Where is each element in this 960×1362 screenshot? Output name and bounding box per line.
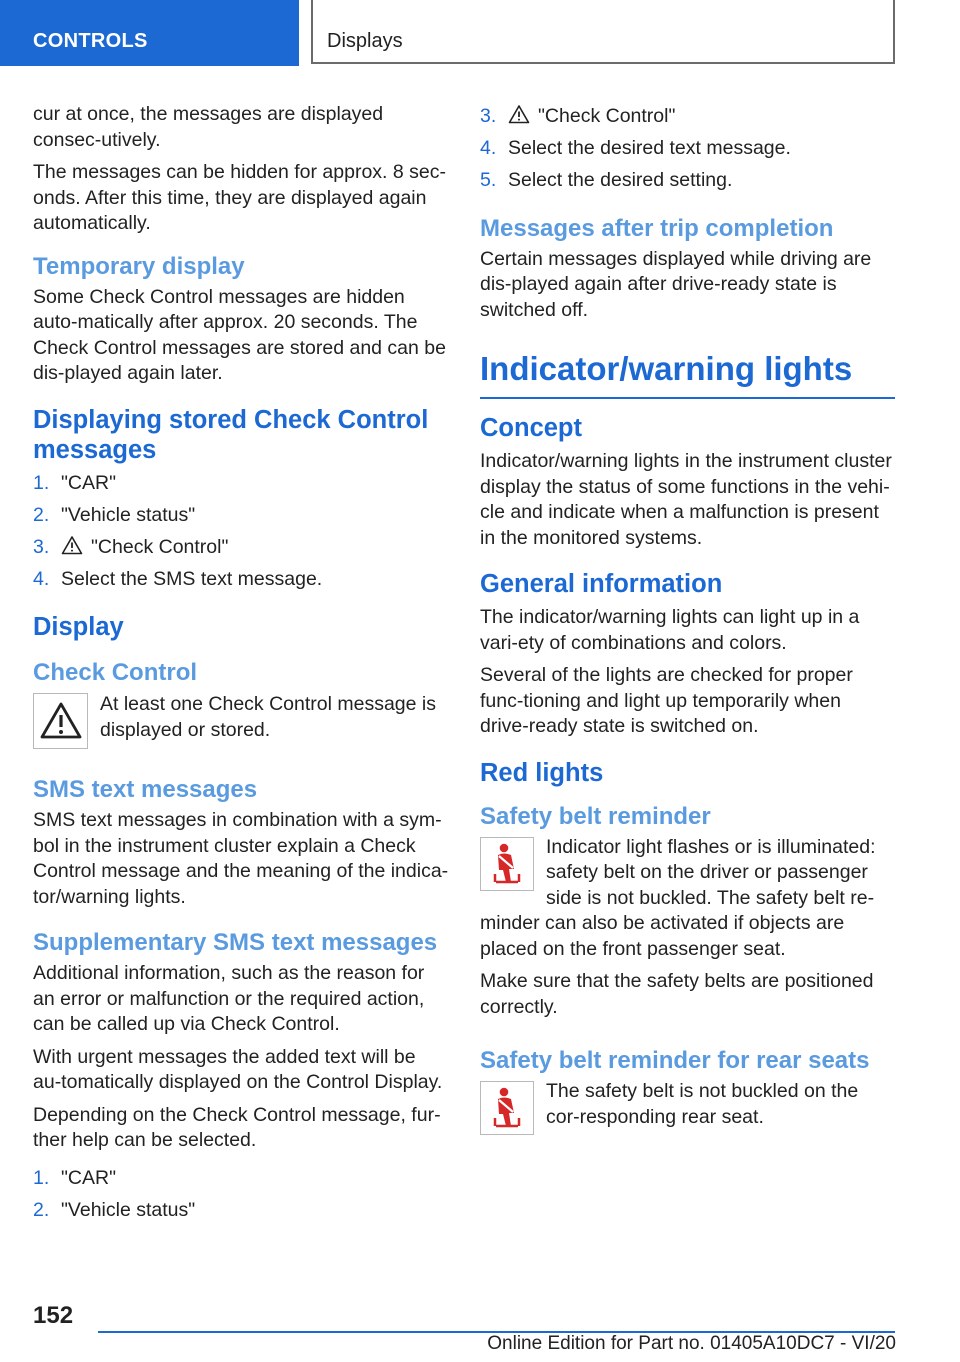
heading-messages-after-trip: Messages after trip completion: [480, 214, 834, 242]
paragraph: The messages can be hidden for approx. 8 sec-onds. After this time, they are displayed again automatically.: [33, 161, 446, 234]
warning-triangle-icon: [508, 104, 530, 124]
list-item: [480, 168, 895, 194]
left-column: [33, 102, 449, 1231]
heading-safety-belt-rear: Safety belt reminder for rear seats: [480, 1047, 870, 1074]
heading-concept: Concept: [480, 414, 582, 442]
supp-steps-list: [33, 1166, 449, 1224]
paragraph: cur at once, the messages are displayed consec-utively.: [33, 103, 384, 151]
list-item: [33, 471, 449, 497]
paragraph: Indicator light flashes or is illuminated: safety belt on the driver or passenger side is not buckled. The safety belt re-minder can also be activated if objects are placed on the front passenger seat.: [480, 835, 876, 960]
heading-display: Display: [33, 613, 124, 641]
step-text: "CAR": [61, 1166, 117, 1189]
warning-triangle-icon: [61, 535, 83, 555]
paragraph: Additional information, such as the reason for an error or malfunction or the required action, can be called up via Check Control.: [33, 962, 425, 1035]
steps-continued-list: [480, 104, 895, 194]
step-number: 3.: [480, 105, 497, 127]
heading-safety-belt-reminder: Safety belt reminder: [480, 802, 711, 830]
paragraph: At least one Check Control message is displayed or stored.: [100, 693, 436, 741]
paragraph: With urgent messages the added text will be au-tomatically displayed on the Control Display.: [33, 1045, 443, 1093]
warning-triangle-icon: [39, 701, 83, 741]
check-control-figure-row: [33, 691, 449, 753]
list-item: [33, 535, 449, 561]
edition-text: Online Edition for Part no. 01405A10DC7 - VI/20: [487, 1333, 896, 1354]
heading-sms-text-messages: SMS text messages: [33, 776, 258, 803]
step-text: "Check Control": [91, 535, 229, 558]
paragraph: Indicator/warning lights in the instrument cluster display the status of some functions in the vehi-cle and indicate when a malfunction is present in the monitored systems.: [480, 450, 892, 549]
page-number: 152: [33, 1302, 74, 1329]
seatbelt-icon: [487, 1086, 527, 1130]
stored-steps-list: [33, 471, 449, 593]
step-number: 4.: [33, 567, 50, 590]
paragraph: Make sure that the safety belts are positioned correctly.: [480, 970, 874, 1018]
chapter-title: Displays: [311, 0, 895, 64]
heading-check-control: Check Control: [33, 659, 198, 686]
step-number: 5.: [480, 169, 497, 191]
paragraph: Some Check Control messages are hidden auto-matically after approx. 20 seconds. The Check Control messages are stored and can be dis-played again later.: [33, 285, 446, 384]
step-text: "Vehicle status": [61, 503, 196, 526]
step-number: 2.: [33, 503, 50, 526]
step-number: 1.: [33, 471, 50, 494]
safety-belt-symbol: [480, 837, 534, 891]
heading-indicator-warning-lights: Indicator/warning lights: [480, 349, 895, 399]
seatbelt-icon: [487, 842, 527, 886]
rear-safety-belt-symbol: [480, 1081, 534, 1135]
paragraph: SMS text messages in combination with a sym-bol in the instrument cluster explain a Check Control message and the meaning of the indica-tor/warning lights.: [33, 809, 449, 908]
step-number: 1.: [33, 1166, 50, 1189]
step-text: Select the desired setting.: [508, 169, 733, 191]
step-text: Select the SMS text message.: [61, 567, 323, 590]
step-text: "Vehicle status": [61, 1198, 196, 1221]
heading-red-lights: Red lights: [480, 758, 604, 787]
heading-general-information: General information: [480, 570, 723, 598]
heading-displaying-stored: Displaying stored Check Control messages: [33, 405, 429, 464]
step-text: "CAR": [61, 471, 117, 494]
check-control-symbol: [33, 693, 88, 749]
step-number: 3.: [33, 535, 50, 558]
list-item: [480, 104, 895, 130]
step-number: 4.: [480, 137, 497, 159]
paragraph: Several of the lights are checked for proper func-tioning and light up temporarily when drive-ready state is switched on.: [480, 664, 853, 737]
paragraph: Certain messages displayed while driving are dis-played again after drive-ready state is switched off.: [480, 247, 872, 321]
step-text: "Check Control": [538, 105, 676, 127]
section-tab: CONTROLS: [0, 0, 299, 66]
safety-belt-figure-row: [480, 835, 895, 963]
list-item: [33, 503, 449, 529]
rear-belt-figure-row: [480, 1079, 895, 1139]
heading-supplementary-sms: Supplementary SMS text messages: [33, 929, 438, 956]
list-item: [33, 567, 449, 593]
step-number: 2.: [33, 1198, 50, 1221]
heading-temporary-display: Temporary display: [33, 252, 245, 280]
paragraph: The safety belt is not buckled on the cor-responding rear seat.: [546, 1080, 859, 1128]
right-column: [480, 102, 895, 1139]
page-header: [0, 0, 960, 66]
list-item: [33, 1198, 449, 1224]
list-item: [33, 1166, 449, 1192]
paragraph: The indicator/warning lights can light up in a vari-ety of combinations and colors.: [480, 606, 860, 654]
paragraph: Depending on the Check Control message, fur-ther help can be selected.: [33, 1103, 441, 1151]
list-item: [480, 136, 895, 162]
step-text: Select the desired text message.: [508, 137, 791, 159]
